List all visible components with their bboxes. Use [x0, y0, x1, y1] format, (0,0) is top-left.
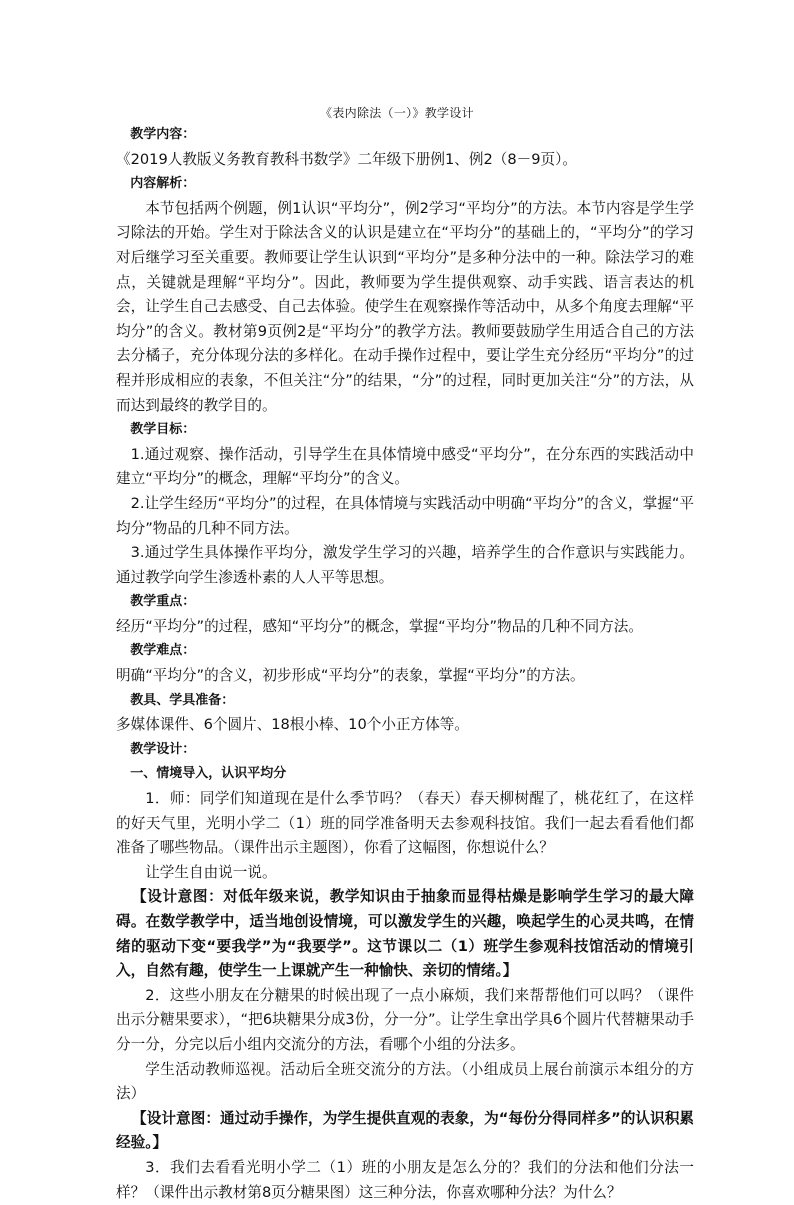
heading-teaching-goals: 教学目标：: [130, 422, 196, 438]
heading-content-analysis: 内容解析：: [130, 176, 196, 192]
heading-key-points: 教学重点：: [130, 594, 196, 610]
heading-tools: 教具、学具准备：: [130, 692, 235, 708]
goal-item-3: 3.通过学生具体操作平均分，激发学生学习的兴趣，培养学生的合作意识与实践能力。通过教学向学生渗透朴素的人人平等思想。: [116, 544, 694, 586]
step-2-note: 学生活动教师巡视。活动后全班交流分的方法。（小组成员上展台前演示本组分的方法）: [116, 1060, 694, 1103]
document-body: [116, 123, 694, 1205]
step-2: 2．这些小朋友在分糖果的时候出现了一点小麻烦，我们来帮帮他们可以吗？（课件出示分糖果要求），“把6块糖果分成3份，分一分”。让学生拿出学具6个圆片代替糖果动手分一分，分完以后小组内交流分的方法，看哪个小组的分法多。: [116, 986, 694, 1053]
section-heading-1: 一、情境导入，认识平均分: [130, 766, 287, 782]
heading-teaching-design: 教学设计：: [130, 741, 196, 757]
heading-teaching-content: 教学内容：: [130, 127, 196, 142]
paragraph-key-points: 经历“平均分”的过程，感知“平均分”的概念，掌握“平均分”物品的几种不同方法。: [116, 617, 643, 635]
document-title: 《表内除法（一）》教学设计: [320, 106, 474, 120]
paragraph-difficulties: 明确“平均分”的含义，初步形成“平均分”的表象，掌握“平均分”的方法。: [116, 667, 585, 685]
design-intent-2: 【设计意图：通过动手操作，为学生提供直观的表象，为“每份分得同样多”的认识积累经验。】: [116, 1109, 694, 1152]
design-intent-1: 【设计意图：对低年级来说，教学知识由于抽象而显得枯燥是影响学生学习的最大障碍。在数学教学中，适当地创设情境，可以激发学生的兴趣，唤起学生的心灵共鸣，在情绪的驱动下变“要我学”为“我要学”。这节课以二（1）班学生参观科技馆活动的情境引入，自然有趣，使学生一上课就产生一种愉快、亲切的情绪。】: [116, 888, 694, 980]
step-1: 1．师：同学们知道现在是什么季节吗？（春天）春天柳树醒了，桃花红了，在这样的好天气里，光明小学二（1）班的同学准备明天去参观科技馆。我们一起去看看他们都准备了哪些物品。（课件出示主题图），你看了这幅图，你想说什么？: [116, 790, 694, 857]
paragraph-tools: 多媒体课件、6个圆片、18根小棒、10个小正方体等。: [116, 716, 469, 734]
heading-difficulties: 教学难点：: [130, 643, 196, 659]
paragraph-teaching-content: 《2019人教版义务教育教科书数学》二年级下册例1、例2（8－9页）。: [116, 150, 578, 168]
step-1-note: 让学生自由说一说。: [145, 863, 277, 881]
step-3: 3．我们去看看光明小学二（1）班的小朋友是怎么分的？我们的分法和他们分法一样？（课件出示教材第8页分糖果图）这三种分法，你喜欢哪种分法？为什么？: [116, 1158, 694, 1201]
goal-item-1: 1.通过观察、操作活动，引导学生在具体情境中感受“平均分”，在分东西的实践活动中建立“平均分”的概念，理解“平均分”的含义。: [116, 445, 694, 488]
paragraph-content-analysis: 本节包括两个例题，例1认识“平均分”，例2学习“平均分”的方法。本节内容是学生学习除法的开始。学生对于除法含义的认识是建立在“平均分”的基础上的，“平均分”的学习对后继学习至关重要。教师要让学生认识到“平均分”是多种分法中的一种。除法学习的难点，关键就是理解“平均分”。因此，教师要为学生提供观察、动手实践、语言表达的机会，让学生自己去感受、自己去体验。使学生在观察操作等活动中，从多个角度去理解“平均分”的含义。教材第9页例2是“平均分”的教学方法。教师要鼓励学生用适合自己的方法去分橘子，充分体现分法的多样化。在动手操作过程中，要让学生充分经历“平均分”的过程并形成相应的表象，不但关注“分”的结果，“分”的过程，同时更加关注“分”的方法，从而达到最终的教学目的。: [116, 199, 694, 414]
goal-item-2: 2.让学生经历“平均分”的过程，在具体情境与实践活动中明确“平均分”的含义，掌握“平均分”物品的几种不同方法。: [116, 494, 694, 537]
